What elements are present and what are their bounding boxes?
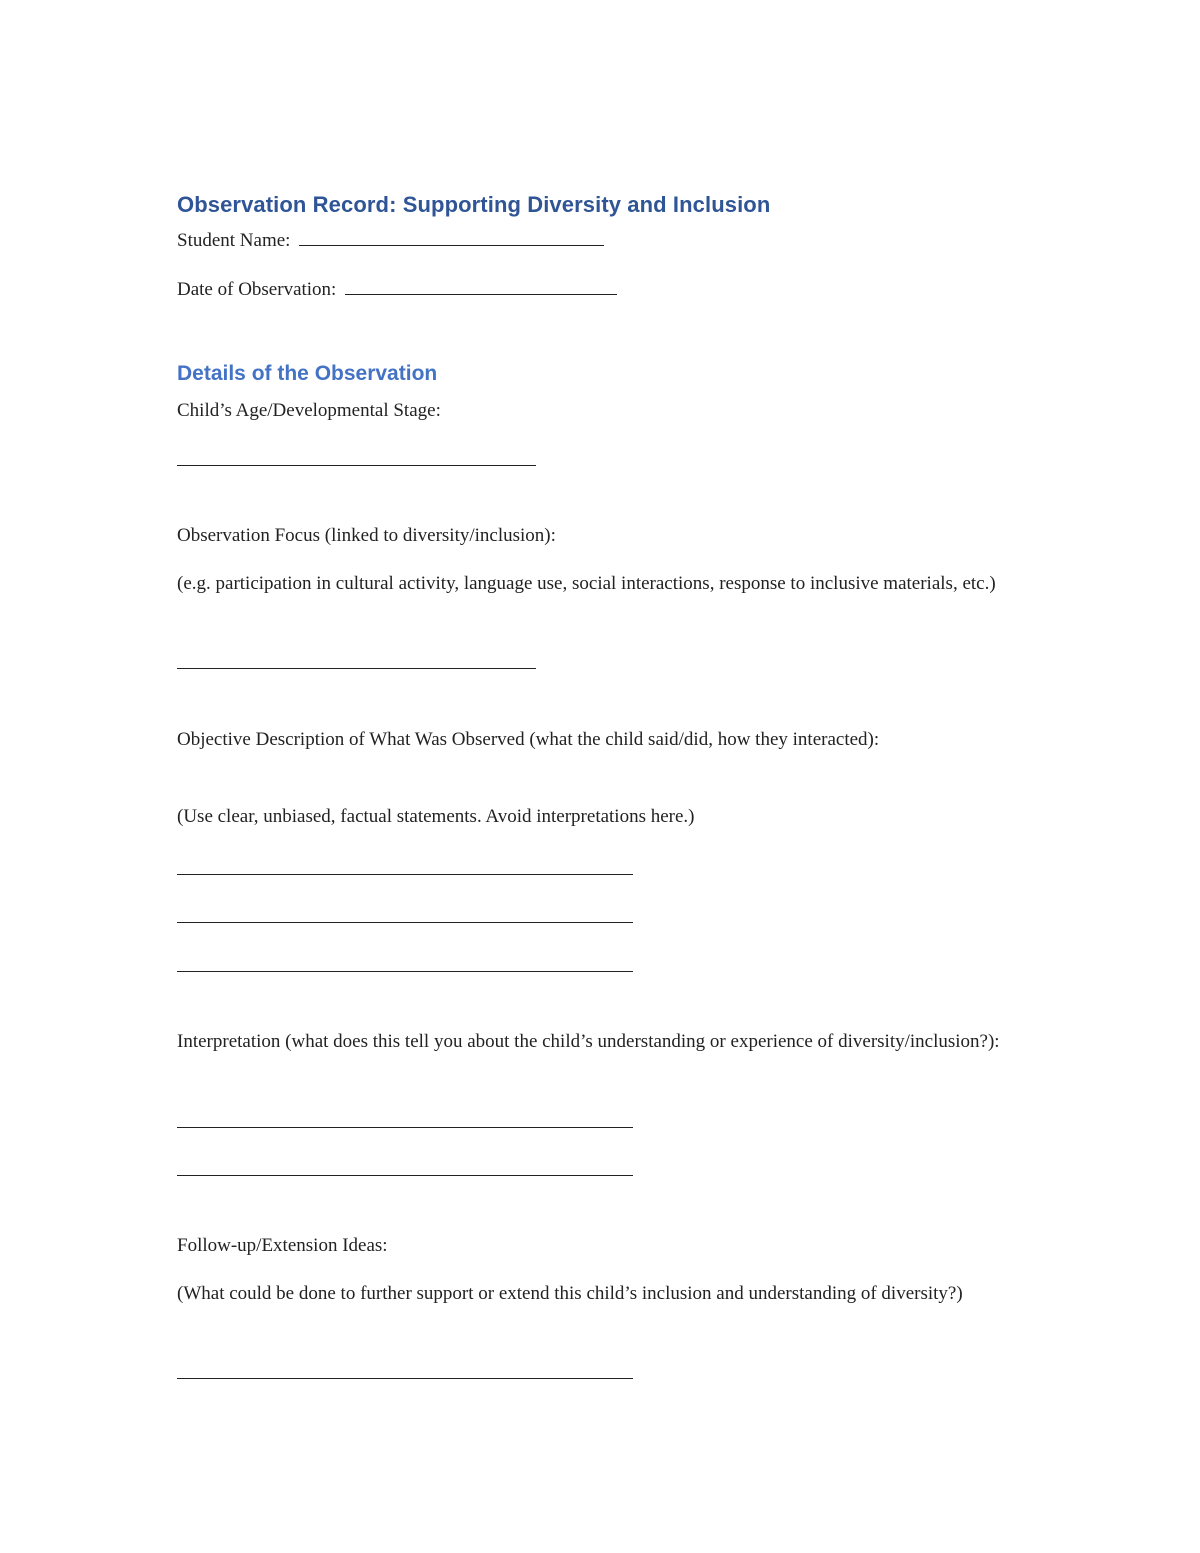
followup-label: Follow-up/Extension Ideas:: [177, 1235, 388, 1256]
date-label: Date of Observation:: [177, 279, 337, 300]
objective-answer-line-1[interactable]: [177, 874, 633, 875]
age-answer-line[interactable]: [177, 465, 536, 466]
objective-label: Objective Description of What Was Observed (what the child said/did, how they interacted):: [177, 729, 880, 750]
objective-answer-line-3[interactable]: [177, 971, 633, 972]
student-name-row: [177, 226, 604, 255]
age-label: Child’s Age/Developmental Stage:: [177, 400, 441, 421]
student-name-field[interactable]: [299, 227, 604, 246]
interpretation-label: Interpretation (what does this tell you about the child’s understanding or experience of diversity/inclusion?):: [177, 1031, 1000, 1052]
page-title: Observation Record: Supporting Diversity and Inclusion: [177, 192, 771, 217]
followup-answer-line[interactable]: [177, 1378, 633, 1379]
focus-answer-line[interactable]: [177, 668, 536, 669]
date-field[interactable]: [345, 276, 617, 295]
interpretation-answer-line-2[interactable]: [177, 1175, 633, 1176]
followup-hint: (What could be done to further support or extend this child’s inclusion and understanding of diversity?): [177, 1283, 963, 1304]
date-row: [177, 275, 617, 304]
section-heading: Details of the Observation: [177, 362, 438, 385]
objective-answer-line-2[interactable]: [177, 922, 633, 923]
objective-hint: (Use clear, unbiased, factual statements. Avoid interpretations here.): [177, 806, 695, 827]
student-name-label: Student Name:: [177, 230, 291, 251]
focus-label: Observation Focus (linked to diversity/inclusion):: [177, 525, 556, 546]
focus-hint: (e.g. participation in cultural activity, language use, social interactions, response to inclusive materials, etc.): [177, 573, 996, 594]
interpretation-answer-line-1[interactable]: [177, 1127, 633, 1128]
